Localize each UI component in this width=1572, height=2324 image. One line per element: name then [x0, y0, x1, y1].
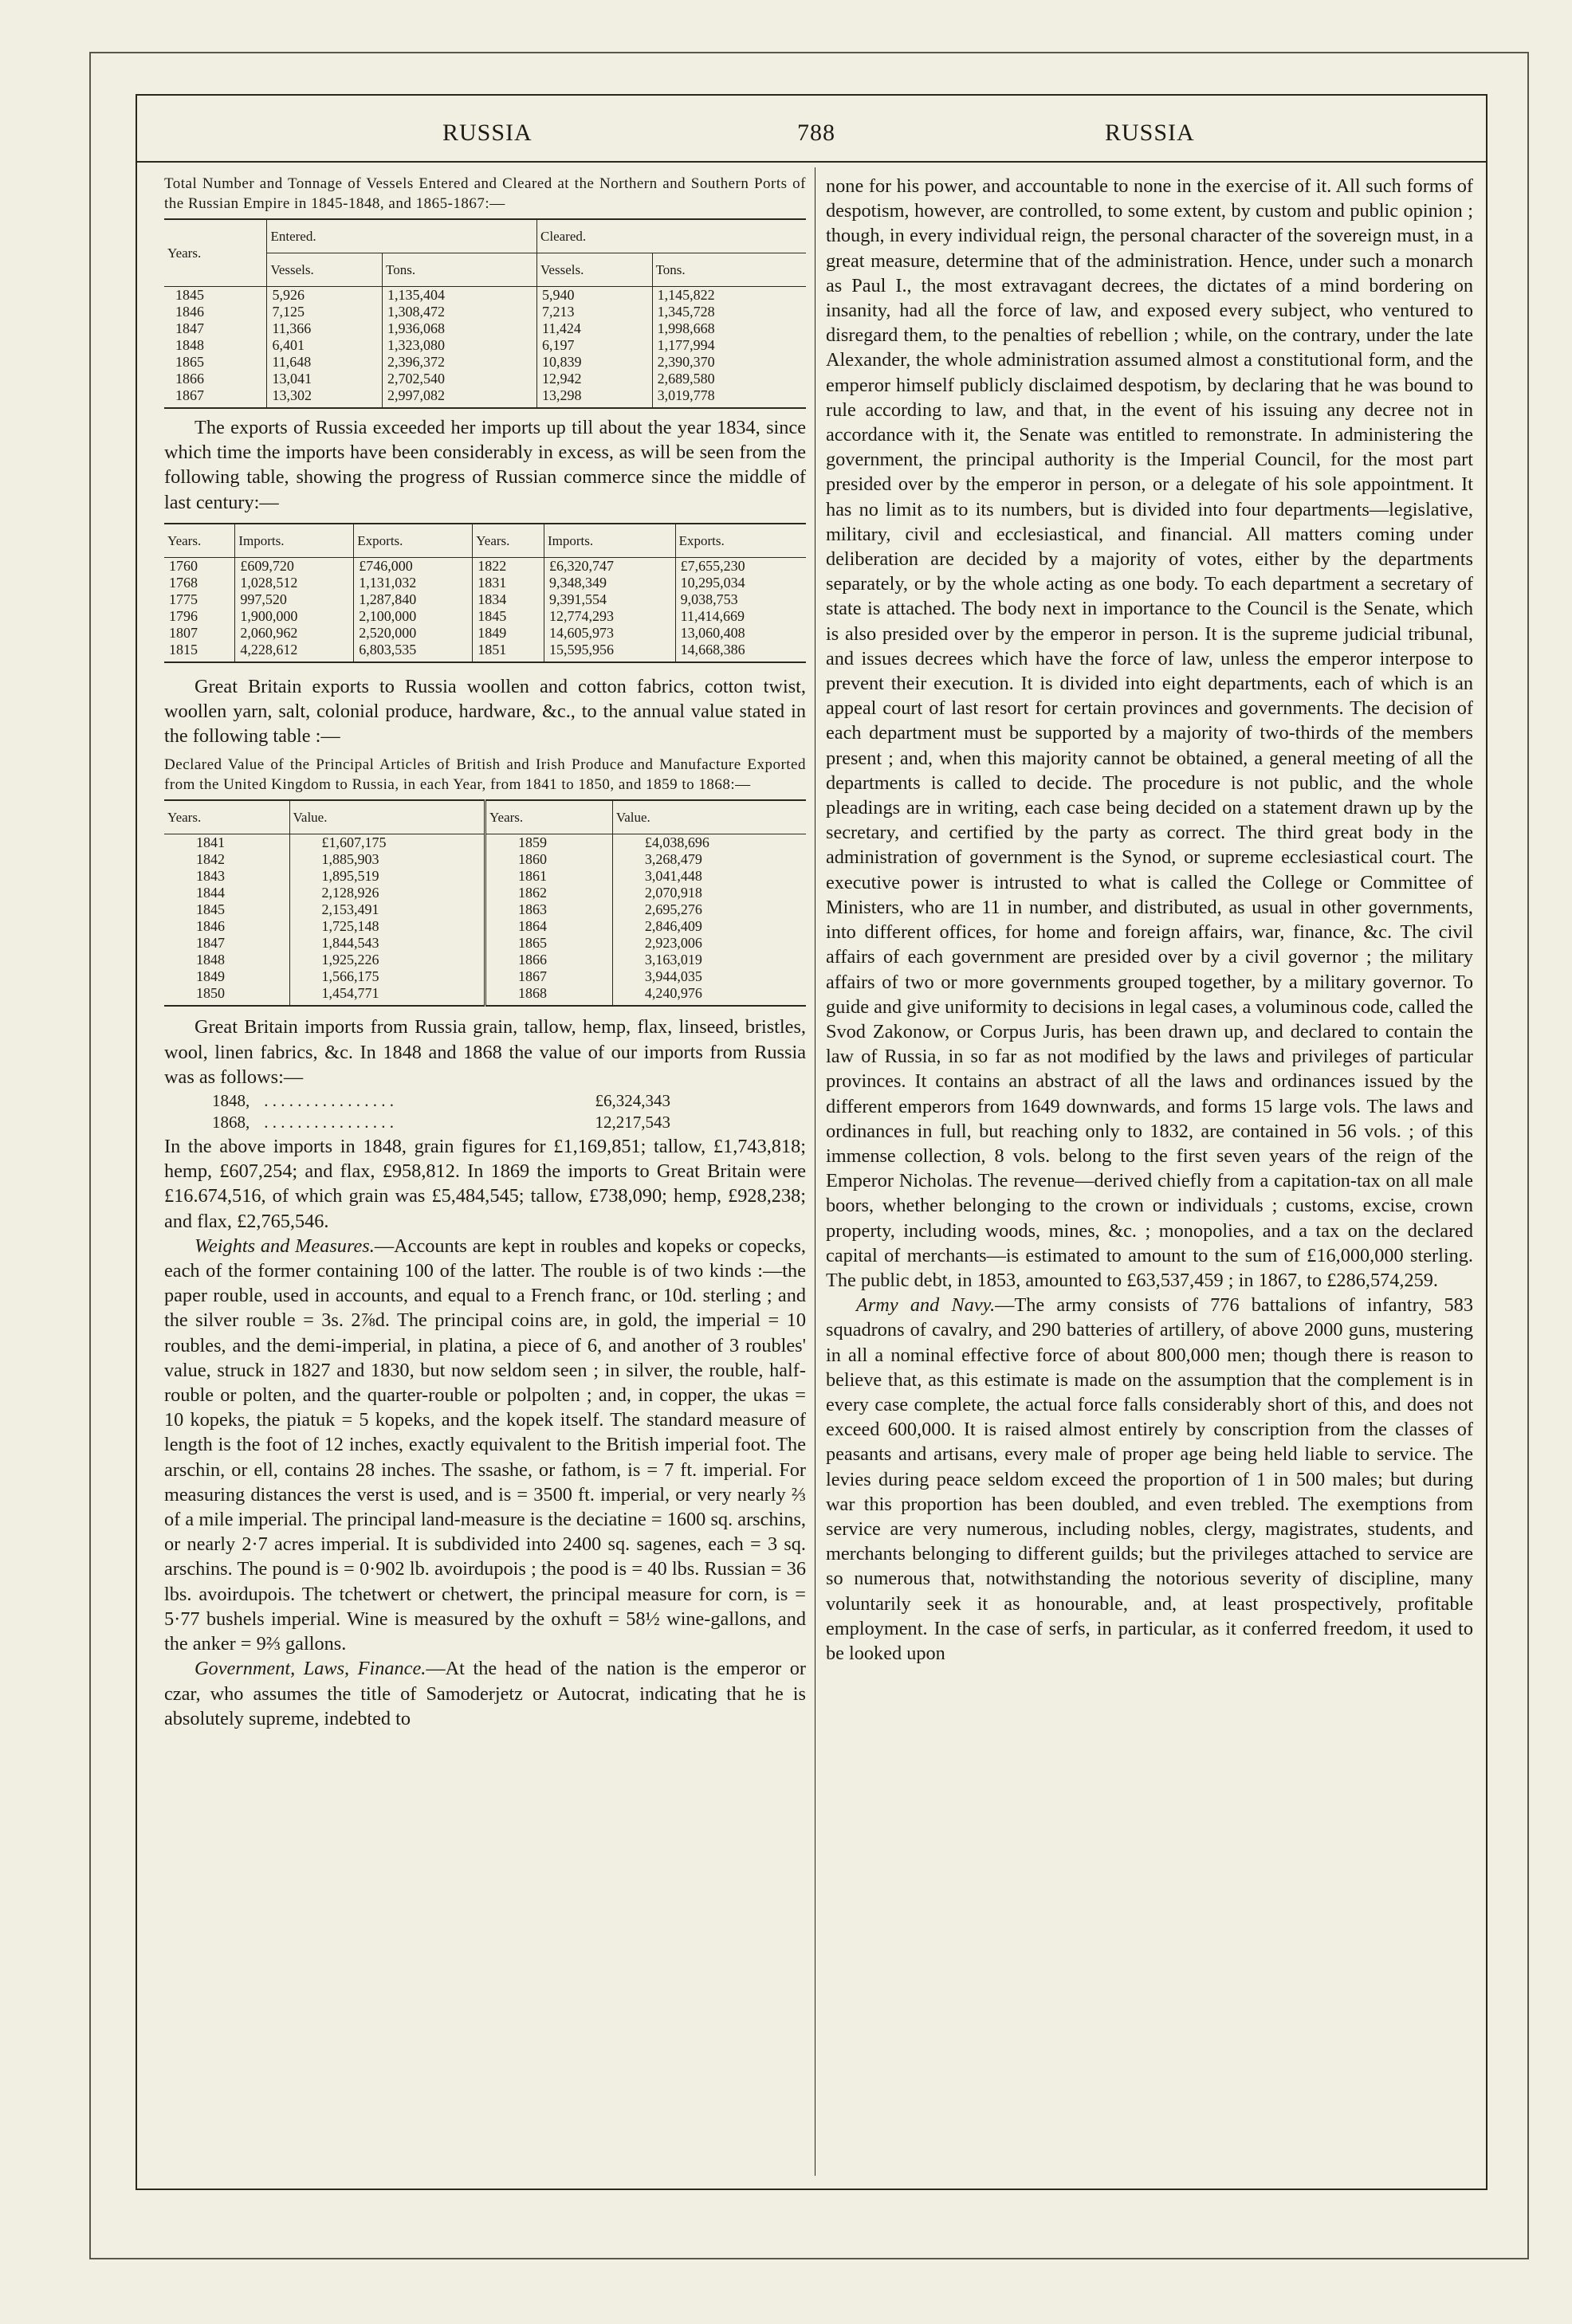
vessels-cell-year: 1848: [175, 337, 204, 353]
declared-cell-value: 2,153,491: [289, 901, 485, 918]
declared-cell-year: 1845: [196, 901, 225, 918]
vessels-cell-cleared-tons: 2,689,580: [652, 371, 806, 387]
table-row: [164, 985, 806, 1006]
vessels-cell-cleared-vessels: 5,940: [537, 287, 653, 304]
vessels-cell-cleared-vessels: 10,839: [537, 354, 653, 371]
imports-dots: . . . . . . . . . . . . . . . .: [264, 1091, 394, 1111]
trade-cell-exports: 1,287,840: [354, 591, 473, 608]
trade-cell-imports-2: 9,348,349: [544, 575, 675, 591]
vessels-cell-entered-tons: 1,308,472: [383, 304, 537, 320]
army-heading: Army and Navy.: [856, 1294, 996, 1317]
vessels-cell-entered-vessels: 7,125: [267, 304, 383, 320]
trade-col-exports: Exports.: [354, 524, 473, 558]
para-gb-exports: Great Britain exports to Russia woollen and cotton fabrics, cotton twist, woollen yarn, salt, colonial produce, hardware, &c., to the annual value stated in the following table :—: [164, 675, 806, 748]
declared-table: [164, 799, 806, 1007]
vessels-cell-entered-vessels: 13,041: [267, 371, 383, 387]
trade-cell-imports: £609,720: [235, 557, 354, 575]
declared-cell-year: 1844: [196, 885, 225, 901]
imports-item: [212, 1113, 806, 1133]
trade-col-imports-2: Imports.: [544, 524, 675, 558]
vessels-cell-year: 1846: [175, 304, 204, 320]
trade-col-exports-2: Exports.: [675, 524, 806, 558]
trade-cell-imports: 1,028,512: [235, 575, 354, 591]
vessels-cell-cleared-tons: 1,177,994: [652, 337, 806, 354]
table-row: [164, 320, 806, 337]
declared-col-value-2: Value.: [612, 800, 806, 834]
table-row: [164, 337, 806, 354]
imports-value: £6,324,343: [595, 1091, 670, 1111]
declared-cell-value: 1,895,519: [289, 868, 485, 885]
declared-cell-value-2: 2,695,276: [612, 901, 806, 918]
vessels-cell-cleared-tons: 1,998,668: [652, 320, 806, 337]
trade-cell-year-2: 1834: [473, 591, 544, 608]
trade-cell-imports: 4,228,612: [235, 642, 354, 662]
declared-cell-year: 1850: [164, 985, 289, 1006]
table-row: [164, 557, 806, 575]
vessels-group-cleared: Cleared.: [537, 219, 806, 253]
vessels-cell-entered-vessels: 5,926: [267, 287, 383, 304]
declared-cell-year-2: 1868: [485, 985, 612, 1006]
declared-cell-year: 1842: [196, 851, 225, 868]
vessels-cell-year: 1847: [175, 320, 204, 336]
imports-year: 1868,: [212, 1113, 250, 1133]
table-row: [164, 901, 806, 918]
para-exports: The exports of Russia exceeded her imports up till about the year 1834, since which time the imports have been considerably in excess, as will be seen from the following table, showing the progress of Russian commerce since the middle of last century:—: [164, 417, 806, 513]
table-row: [164, 287, 806, 304]
table-row: [164, 354, 806, 371]
trade-cell-imports: 2,060,962: [235, 625, 354, 642]
vessels-cell-entered-vessels: 13,302: [267, 387, 383, 408]
declared-cell-year-2: 1862: [485, 885, 612, 901]
vessels-cell-entered-tons: 2,702,540: [383, 371, 537, 387]
trade-cell-exports-2: 11,414,669: [675, 608, 806, 625]
trade-cell-imports: 997,520: [235, 591, 354, 608]
declared-cell-value-2: 3,163,019: [612, 952, 806, 968]
table-row: [164, 952, 806, 968]
declared-cell-value: 1,454,771: [289, 985, 485, 1006]
table-row: [164, 591, 806, 608]
vessels-cell-year: 1866: [175, 371, 204, 387]
trade-cell-exports: 6,803,535: [354, 642, 473, 662]
vessels-cell-entered-vessels: 6,401: [267, 337, 383, 354]
vessels-col-years: Years.: [164, 219, 267, 287]
table-row: [164, 304, 806, 320]
table-row: [164, 885, 806, 901]
header-left: RUSSIA: [442, 120, 533, 146]
declared-cell-year-2: 1864: [485, 918, 612, 935]
declared-cell-year: 1843: [196, 868, 225, 885]
vessels-cell-entered-tons: 2,396,372: [383, 354, 537, 371]
declared-cell-year-2: 1859: [485, 834, 612, 852]
trade-cell-exports-2: £7,655,230: [675, 557, 806, 575]
vessels-cell-cleared-vessels: 13,298: [537, 387, 653, 408]
table-row: [164, 387, 806, 408]
trade-col-years: Years.: [164, 524, 235, 558]
table-row: [164, 834, 806, 852]
trade-cell-imports-2: 9,391,554: [544, 591, 675, 608]
trade-cell-exports: £746,000: [354, 557, 473, 575]
vessels-group-entered: Entered.: [267, 219, 537, 253]
declared-col-value: Value.: [289, 800, 485, 834]
table-row: [164, 918, 806, 935]
declared-cell-year: 1849: [196, 968, 225, 985]
declared-cell-value-2: 3,944,035: [612, 968, 806, 985]
trade-cell-year: 1760: [169, 557, 198, 574]
table-row: [164, 625, 806, 642]
declared-cell-year: 1848: [196, 952, 225, 968]
trade-cell-exports: 2,100,000: [354, 608, 473, 625]
declared-cell-value: £1,607,175: [289, 834, 485, 852]
declared-cell-value: 1,844,543: [289, 935, 485, 952]
trade-table: [164, 523, 806, 663]
table-row: [164, 851, 806, 868]
vessels-col-vessels: Vessels.: [267, 253, 383, 287]
table-row: [164, 575, 806, 591]
vessels-cell-cleared-vessels: 12,942: [537, 371, 653, 387]
declared-cell-value-2: 4,240,976: [612, 985, 806, 1006]
vessels-cell-entered-tons: 1,936,068: [383, 320, 537, 337]
trade-cell-year: 1796: [169, 607, 198, 624]
table-row: [164, 935, 806, 952]
right-column: [826, 174, 1473, 1666]
trade-cell-exports-2: 14,668,386: [675, 642, 806, 662]
trade-cell-year: 1768: [169, 574, 198, 591]
imports-dots: . . . . . . . . . . . . . . . .: [264, 1113, 394, 1133]
army-text: —The army consists of 776 battalions of infantry, 583 squadrons of cavalry, and 290 batteries of artillery, of above 2000 guns, mustering in all a nominal effective force of about 800,000 men; though there is reason to believe that, as this estimate is made on the assumption that the complement is in every case complete, the actual force falls considerably short of this, and does not exceed 600,000. It is raised almost entirely by conscription from the classes of peasants and artisans, every male of proper age being held liable to service. The levies during peace seldom exceed the proportion of 1 in 500 males; but during war this proportion has been doubled, and even trebled. The exemptions from service are very numerous, including nobles, clergy, magistrates, students, and merchants belonging to different guilds; but the privileges attached to service are so numerous that, notwithstanding the notorious severity of discipline, many voluntarily seek it as honourable, and, at least prospectively, profitable employment. In the case of serfs, in particular, as it conferred freedom, it used to be looked upon: [826, 1294, 1473, 1664]
vessels-caption: Total Number and Tonnage of Vessels Entered and Cleared at the Northern and Southern Ports of the Russian Empire in 1845-1848, and 1865-1867:—: [164, 175, 806, 212]
vessels-table: [164, 218, 806, 409]
declared-cell-year: 1846: [196, 918, 225, 935]
declared-cell-year-2: 1860: [485, 851, 612, 868]
table-row: [164, 868, 806, 885]
declared-cell-value-2: 3,041,448: [612, 868, 806, 885]
vessels-cell-year: 1865: [175, 354, 204, 370]
table-row: [164, 968, 806, 985]
government-heading: Government, Laws, Finance.: [195, 1658, 426, 1680]
vessels-cell-year: 1867: [164, 387, 267, 408]
declared-col-years: Years.: [164, 800, 289, 834]
declared-cell-value-2: £4,038,696: [612, 834, 806, 852]
para-government-cont: none for his power, and accountable to none in the exercise of it. All such forms of despotism, however, are controlled, to some extent, by custom and public opinion ; though, in every individual reign, the personal character of the sovereign must, in a great measure, determine that of the administration. Hence, under such a monarch as Paul I., the most extravagant decrees, the dictates of a mind bordering on insanity, had all the force of law, and exposed every subject, who ventured to disregard them, to the penalties of rebellion ; while, on the contrary, under the late Alexander, the whole administration assumed almost a constitutional form, and the emperor himself publicly disclaimed despotism, by declaring that he was bound to rule according to law, and that, in the event of his issuing any decree not in accordance with it, the Senate was entitled to remonstrate. In administering the government, the principal authority is the Imperial Council, for the most part presided over by the emperor in person, or a delegate of his sole appointment. It has no limit as to its numbers, but is divided into four departments—legislative, military, civil and ecclesiastical, and financial. All matters coming under deliberation are decided by a majority of votes, either by the departments separately, or by the whole acting as one body. To each department a secretary of state is attached. The body next in importance to the Council is the Senate, which is also presided over by the emperor in person. It is the supreme judicial tribunal, and issues decrees which have the force of law, unless the emperor interpose to prevent their execution. It is divided into eight departments, each of which is an appeal court of last resort for certain provinces and governments. The decision of each department must be supported by a majority of two-thirds of the members present ; and, when this majority cannot be obtained, a general meeting of all the departments is called to decide. The procedure is not public, and the whole pleadings are in writing, each case being decided on a statement drawn up by the secretary, and certified by the party as correct. The third great body in the administration of government is the Synod, or supreme ecclesiastical court. The executive power is intrusted to what is called the College or Committee of Ministers, who are 11 in number, and distributed, as usual in other governments, into different offices, for home and foreign affairs, war, finance, &c. The civil affairs of each government are presided over by a civil governor ; the military affairs of two or more governments grouped together, by a military governor. To guide and give uniformity to decisions in legal cases, a voluminous code, called the Svod Zakonow, or Corpus Juris, has been drawn up, and declared to contain the law of Russia, in so far as not modified by the laws and privileges of particular provinces. It contains an abstract of all the laws and ordinances issued by the different emperors from 1649 downwards, and forms 15 large vols. The laws and ordinances in full, but reaching only to 1832, are contained in 56 vols. ; of this immense collection, 8 vols. belong to the first seven years of the reign of the Emperor Nicholas. The revenue—derived chiefly from a capitation-tax on all male boors, whether belonging to the crown or individuals ; customs, excise, crown property, including woods, mines, &c. ; monopolies, and a tax on the declared capital of merchants—is estimated to amount to the sum of £16,000,000 sterling. The public debt, in 1853, amounted to £63,537,459 ; in 1867, to £286,574,259.: [826, 175, 1473, 1291]
trade-cell-year: 1815: [164, 642, 235, 662]
trade-cell-year: 1807: [169, 624, 198, 641]
trade-cell-year-2: 1849: [473, 625, 544, 642]
vessels-cell-cleared-vessels: 6,197: [537, 337, 653, 354]
declared-cell-year-2: 1867: [485, 968, 612, 985]
trade-cell-exports: 1,131,032: [354, 575, 473, 591]
weights-heading: Weights and Measures.: [195, 1235, 375, 1257]
trade-cell-exports-2: 9,038,753: [675, 591, 806, 608]
vessels-col-tons: Tons.: [383, 253, 537, 287]
imports-value: 12,217,543: [595, 1113, 670, 1133]
vessels-cell-entered-tons: 1,323,080: [383, 337, 537, 354]
trade-cell-imports-2: £6,320,747: [544, 557, 675, 575]
trade-cell-year: 1775: [169, 591, 198, 607]
declared-cell-value: 1,885,903: [289, 851, 485, 868]
trade-cell-year-2: 1851: [473, 642, 544, 662]
declared-cell-year: 1841: [196, 834, 225, 851]
weights-text: —Accounts are kept in roubles and kopeks or copecks, each of the former containing 100 of the latter. The rouble is of two kinds :—the paper rouble, used in accounts, and equal to a French franc, or 10d. sterling ; and the silver rouble = 3s. 2⅞d. The principal coins are, in gold, the imperial = 10 roubles, and the demi-imperial, in platina, a piece of 6, and another of 3 roubles' value, struck in 1827 and 1830, but now seldom seen ; in silver, the rouble, half-rouble or polten, and the quarter-rouble or polpolten ; and, in copper, the ukas = 10 kopeks, the piatuk = 5 kopeks, and the kopek itself. The standard measure of length is the foot of 12 inches, exactly equivalent to the British imperial foot. The arschin, or ell, contains 28 inches. The ssashe, or fathom, is = 7 ft. imperial. For measuring distances the verst is used, and is = 3500 ft. imperial, or very nearly ⅔ of a mile imperial. The principal land-measure is the deciatine = 1600 sq. arschins, or nearly 2·7 acres imperial. It is subdivided into 2400 sq. sagenes, each = 3 sq. arschins. The pound is = 0·902 lb. avoirdupois ; the pood is = 40 lbs. Russian = 36 lbs. avoirdupois. The tchetwert or chetwert, the principal measure for corn, is = 5·77 bushels imperial. Wine is measured by the oxhuft = 58½ wine-gallons, and the anker = 9⅔ gallons.: [164, 1235, 806, 1655]
declared-cell-year: 1847: [196, 935, 225, 952]
trade-cell-imports-2: 15,595,956: [544, 642, 675, 662]
declared-cell-value-2: 2,846,409: [612, 918, 806, 935]
table-row: [164, 608, 806, 625]
trade-col-years-2: Years.: [473, 524, 544, 558]
trade-cell-year-2: 1845: [473, 608, 544, 625]
declared-cell-value: 1,725,148: [289, 918, 485, 935]
vessels-cell-entered-vessels: 11,366: [267, 320, 383, 337]
declared-cell-year-2: 1861: [485, 868, 612, 885]
vessels-col-vessels-2: Vessels.: [537, 253, 653, 287]
vessels-cell-cleared-vessels: 7,213: [537, 304, 653, 320]
vessels-cell-cleared-tons: 1,145,822: [652, 287, 806, 304]
vessels-cell-year: 1845: [175, 287, 204, 303]
vessels-cell-entered-vessels: 11,648: [267, 354, 383, 371]
trade-cell-exports: 2,520,000: [354, 625, 473, 642]
header-right: RUSSIA: [1105, 120, 1195, 146]
vessels-cell-cleared-tons: 3,019,778: [652, 387, 806, 408]
declared-cell-value: 1,925,226: [289, 952, 485, 968]
trade-cell-imports-2: 12,774,293: [544, 608, 675, 625]
imports-item: [212, 1091, 806, 1111]
government-text: —At the head of the nation is the emperor or czar, who assumes the title of Samoderjetz or Autocrat, indicating that he is absolutely supreme, indebted to: [164, 1658, 806, 1729]
table-row: [164, 642, 806, 662]
trade-cell-year-2: 1822: [473, 557, 544, 575]
header-rule: [136, 161, 1488, 163]
vessels-cell-entered-tons: 2,997,082: [383, 387, 537, 408]
declared-cell-value-2: 2,923,006: [612, 935, 806, 952]
imports-year: 1848,: [212, 1091, 250, 1111]
declared-caption: Declared Value of the Principal Articles of British and Irish Produce and Manufacture Exported from the United Kingdom to Russia, in each Year, from 1841 to 1850, and 1859 to 1868:—: [164, 756, 806, 794]
vessels-col-tons-2: Tons.: [652, 253, 806, 287]
declared-col-years-2: Years.: [485, 800, 612, 834]
trade-cell-imports: 1,900,000: [235, 608, 354, 625]
trade-cell-exports-2: 10,295,034: [675, 575, 806, 591]
trade-col-imports: Imports.: [235, 524, 354, 558]
trade-cell-imports-2: 14,605,973: [544, 625, 675, 642]
declared-cell-year-2: 1866: [485, 952, 612, 968]
para-weights: [164, 1234, 806, 1656]
imports-list: [164, 1091, 806, 1133]
trade-cell-exports-2: 13,060,408: [675, 625, 806, 642]
vessels-cell-cleared-tons: 1,345,728: [652, 304, 806, 320]
declared-cell-year-2: 1863: [485, 901, 612, 918]
left-column: [164, 174, 806, 1731]
para-gb-imports: Great Britain imports from Russia grain, tallow, hemp, flax, linseed, bristles, wool, linen fabrics, &c. In 1848 and 1868 the value of our imports from Russia was as follows:—: [164, 1016, 806, 1088]
declared-cell-value-2: 3,268,479: [612, 851, 806, 868]
declared-cell-value-2: 2,070,918: [612, 885, 806, 901]
vessels-cell-entered-tons: 1,135,404: [383, 287, 537, 304]
table-row: [164, 371, 806, 387]
page-number: 788: [797, 120, 835, 146]
para-above: In the above imports in 1848, grain figures for £1,169,851; tallow, £1,743,818; hemp, £607,254; and flax, £958,812. In 1869 the imports to Great Britain were £16.674,516, of which grain was £5,484,545; tallow, £738,090; hemp, £928,238; and flax, £2,765,546.: [164, 1136, 806, 1232]
para-government: [164, 1656, 806, 1731]
declared-cell-value: 2,128,926: [289, 885, 485, 901]
trade-cell-year-2: 1831: [473, 575, 544, 591]
declared-cell-year-2: 1865: [485, 935, 612, 952]
vessels-cell-cleared-tons: 2,390,370: [652, 354, 806, 371]
para-army: [826, 1293, 1473, 1666]
vessels-cell-cleared-vessels: 11,424: [537, 320, 653, 337]
declared-cell-value: 1,566,175: [289, 968, 485, 985]
